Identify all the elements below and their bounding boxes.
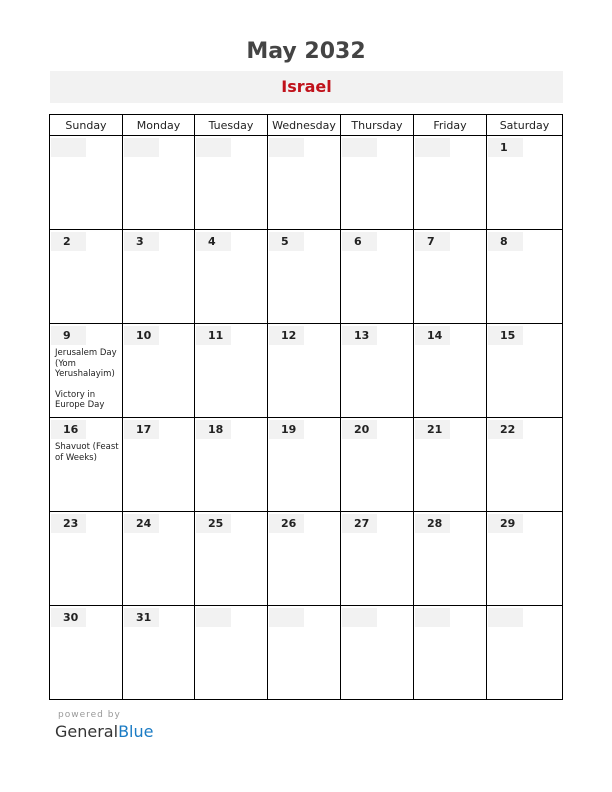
day-cell[interactable] — [487, 418, 563, 512]
day-number: 27 — [342, 514, 377, 533]
week-row — [50, 136, 563, 230]
day-cell — [195, 606, 268, 700]
day-number: 7 — [415, 232, 450, 251]
day-number: 21 — [415, 420, 450, 439]
day-cell[interactable] — [341, 324, 414, 418]
day-number: 17 — [124, 420, 159, 439]
day-cell[interactable] — [414, 512, 487, 606]
holiday-label: Jerusalem Day (Yom Yerushalayim) — [55, 348, 117, 379]
day-cell[interactable] — [268, 230, 341, 324]
day-number — [124, 138, 159, 157]
weekday-header-row — [50, 115, 563, 136]
brand-logo[interactable] — [55, 722, 153, 741]
day-cell — [195, 136, 268, 230]
weekday-wednesday: Wednesday — [268, 115, 341, 136]
day-cell[interactable] — [50, 230, 123, 324]
powered-by-text: powered by — [58, 710, 121, 720]
week-row — [50, 324, 563, 418]
day-cell[interactable] — [50, 418, 123, 512]
day-number: 15 — [488, 326, 523, 345]
day-number — [269, 608, 304, 627]
day-number: 22 — [488, 420, 523, 439]
day-cell[interactable] — [487, 512, 563, 606]
day-cell — [268, 606, 341, 700]
day-cell[interactable] — [414, 418, 487, 512]
day-cell[interactable] — [123, 418, 195, 512]
day-number — [415, 138, 450, 157]
day-number: 9 — [51, 326, 86, 345]
day-cell[interactable] — [487, 230, 563, 324]
day-cell[interactable] — [414, 230, 487, 324]
day-cell — [414, 136, 487, 230]
day-cell[interactable] — [487, 324, 563, 418]
day-cell — [50, 136, 123, 230]
weekday-sunday: Sunday — [50, 115, 123, 136]
calendar-grid — [49, 114, 563, 700]
day-cell[interactable] — [341, 512, 414, 606]
weekday-friday: Friday — [414, 115, 487, 136]
weekday-monday: Monday — [123, 115, 195, 136]
day-cell[interactable] — [195, 230, 268, 324]
week-row — [50, 418, 563, 512]
day-number: 29 — [488, 514, 523, 533]
day-number — [51, 138, 86, 157]
day-cell — [341, 606, 414, 700]
page-title: May 2032 — [246, 39, 366, 64]
day-cell[interactable] — [414, 324, 487, 418]
day-cell[interactable] — [195, 324, 268, 418]
day-number: 5 — [269, 232, 304, 251]
day-cell[interactable] — [123, 230, 195, 324]
day-number — [415, 608, 450, 627]
day-cell[interactable] — [268, 512, 341, 606]
day-number: 2 — [51, 232, 86, 251]
day-number — [196, 138, 231, 157]
country-label: Israel — [50, 71, 563, 103]
day-number: 24 — [124, 514, 159, 533]
day-number: 10 — [124, 326, 159, 345]
day-number: 14 — [415, 326, 450, 345]
day-cell[interactable] — [268, 324, 341, 418]
day-cell[interactable] — [123, 324, 195, 418]
week-row — [50, 230, 563, 324]
day-cell[interactable] — [123, 512, 195, 606]
holiday-label: Victory in Europe Day — [55, 389, 105, 410]
weekday-thursday: Thursday — [341, 115, 414, 136]
day-number — [488, 608, 523, 627]
brand-name-part2: Blue — [118, 722, 154, 741]
day-cell — [341, 136, 414, 230]
day-number: 26 — [269, 514, 304, 533]
day-number: 25 — [196, 514, 231, 533]
day-cell[interactable] — [50, 606, 123, 700]
day-cell[interactable] — [341, 418, 414, 512]
week-row — [50, 606, 563, 700]
day-number: 23 — [51, 514, 86, 533]
holiday-label: Shavuot (Feast of Weeks) — [55, 442, 119, 463]
week-row — [50, 512, 563, 606]
weekday-saturday: Saturday — [487, 115, 563, 136]
day-cell — [268, 136, 341, 230]
day-cell[interactable] — [195, 512, 268, 606]
day-number: 28 — [415, 514, 450, 533]
day-number: 6 — [342, 232, 377, 251]
day-number: 30 — [51, 608, 86, 627]
day-number: 3 — [124, 232, 159, 251]
day-number: 19 — [269, 420, 304, 439]
day-number: 12 — [269, 326, 304, 345]
weekday-tuesday: Tuesday — [195, 115, 268, 136]
day-cell[interactable] — [123, 606, 195, 700]
day-cell — [123, 136, 195, 230]
day-number: 20 — [342, 420, 377, 439]
day-number: 18 — [196, 420, 231, 439]
day-number: 16 — [51, 420, 86, 439]
day-number — [196, 608, 231, 627]
day-number — [342, 138, 377, 157]
day-number: 31 — [124, 608, 159, 627]
day-cell[interactable] — [487, 136, 563, 230]
brand-name-part1: General — [55, 722, 119, 741]
day-number: 8 — [488, 232, 523, 251]
day-cell[interactable] — [50, 324, 123, 418]
day-cell[interactable] — [268, 418, 341, 512]
day-cell[interactable] — [341, 230, 414, 324]
day-number: 1 — [488, 138, 523, 157]
day-number: 4 — [196, 232, 231, 251]
day-cell — [487, 606, 563, 700]
day-number: 11 — [196, 326, 231, 345]
day-cell[interactable] — [50, 512, 123, 606]
day-number: 13 — [342, 326, 377, 345]
day-number — [269, 138, 304, 157]
day-cell — [414, 606, 487, 700]
day-cell[interactable] — [195, 418, 268, 512]
day-number — [342, 608, 377, 627]
